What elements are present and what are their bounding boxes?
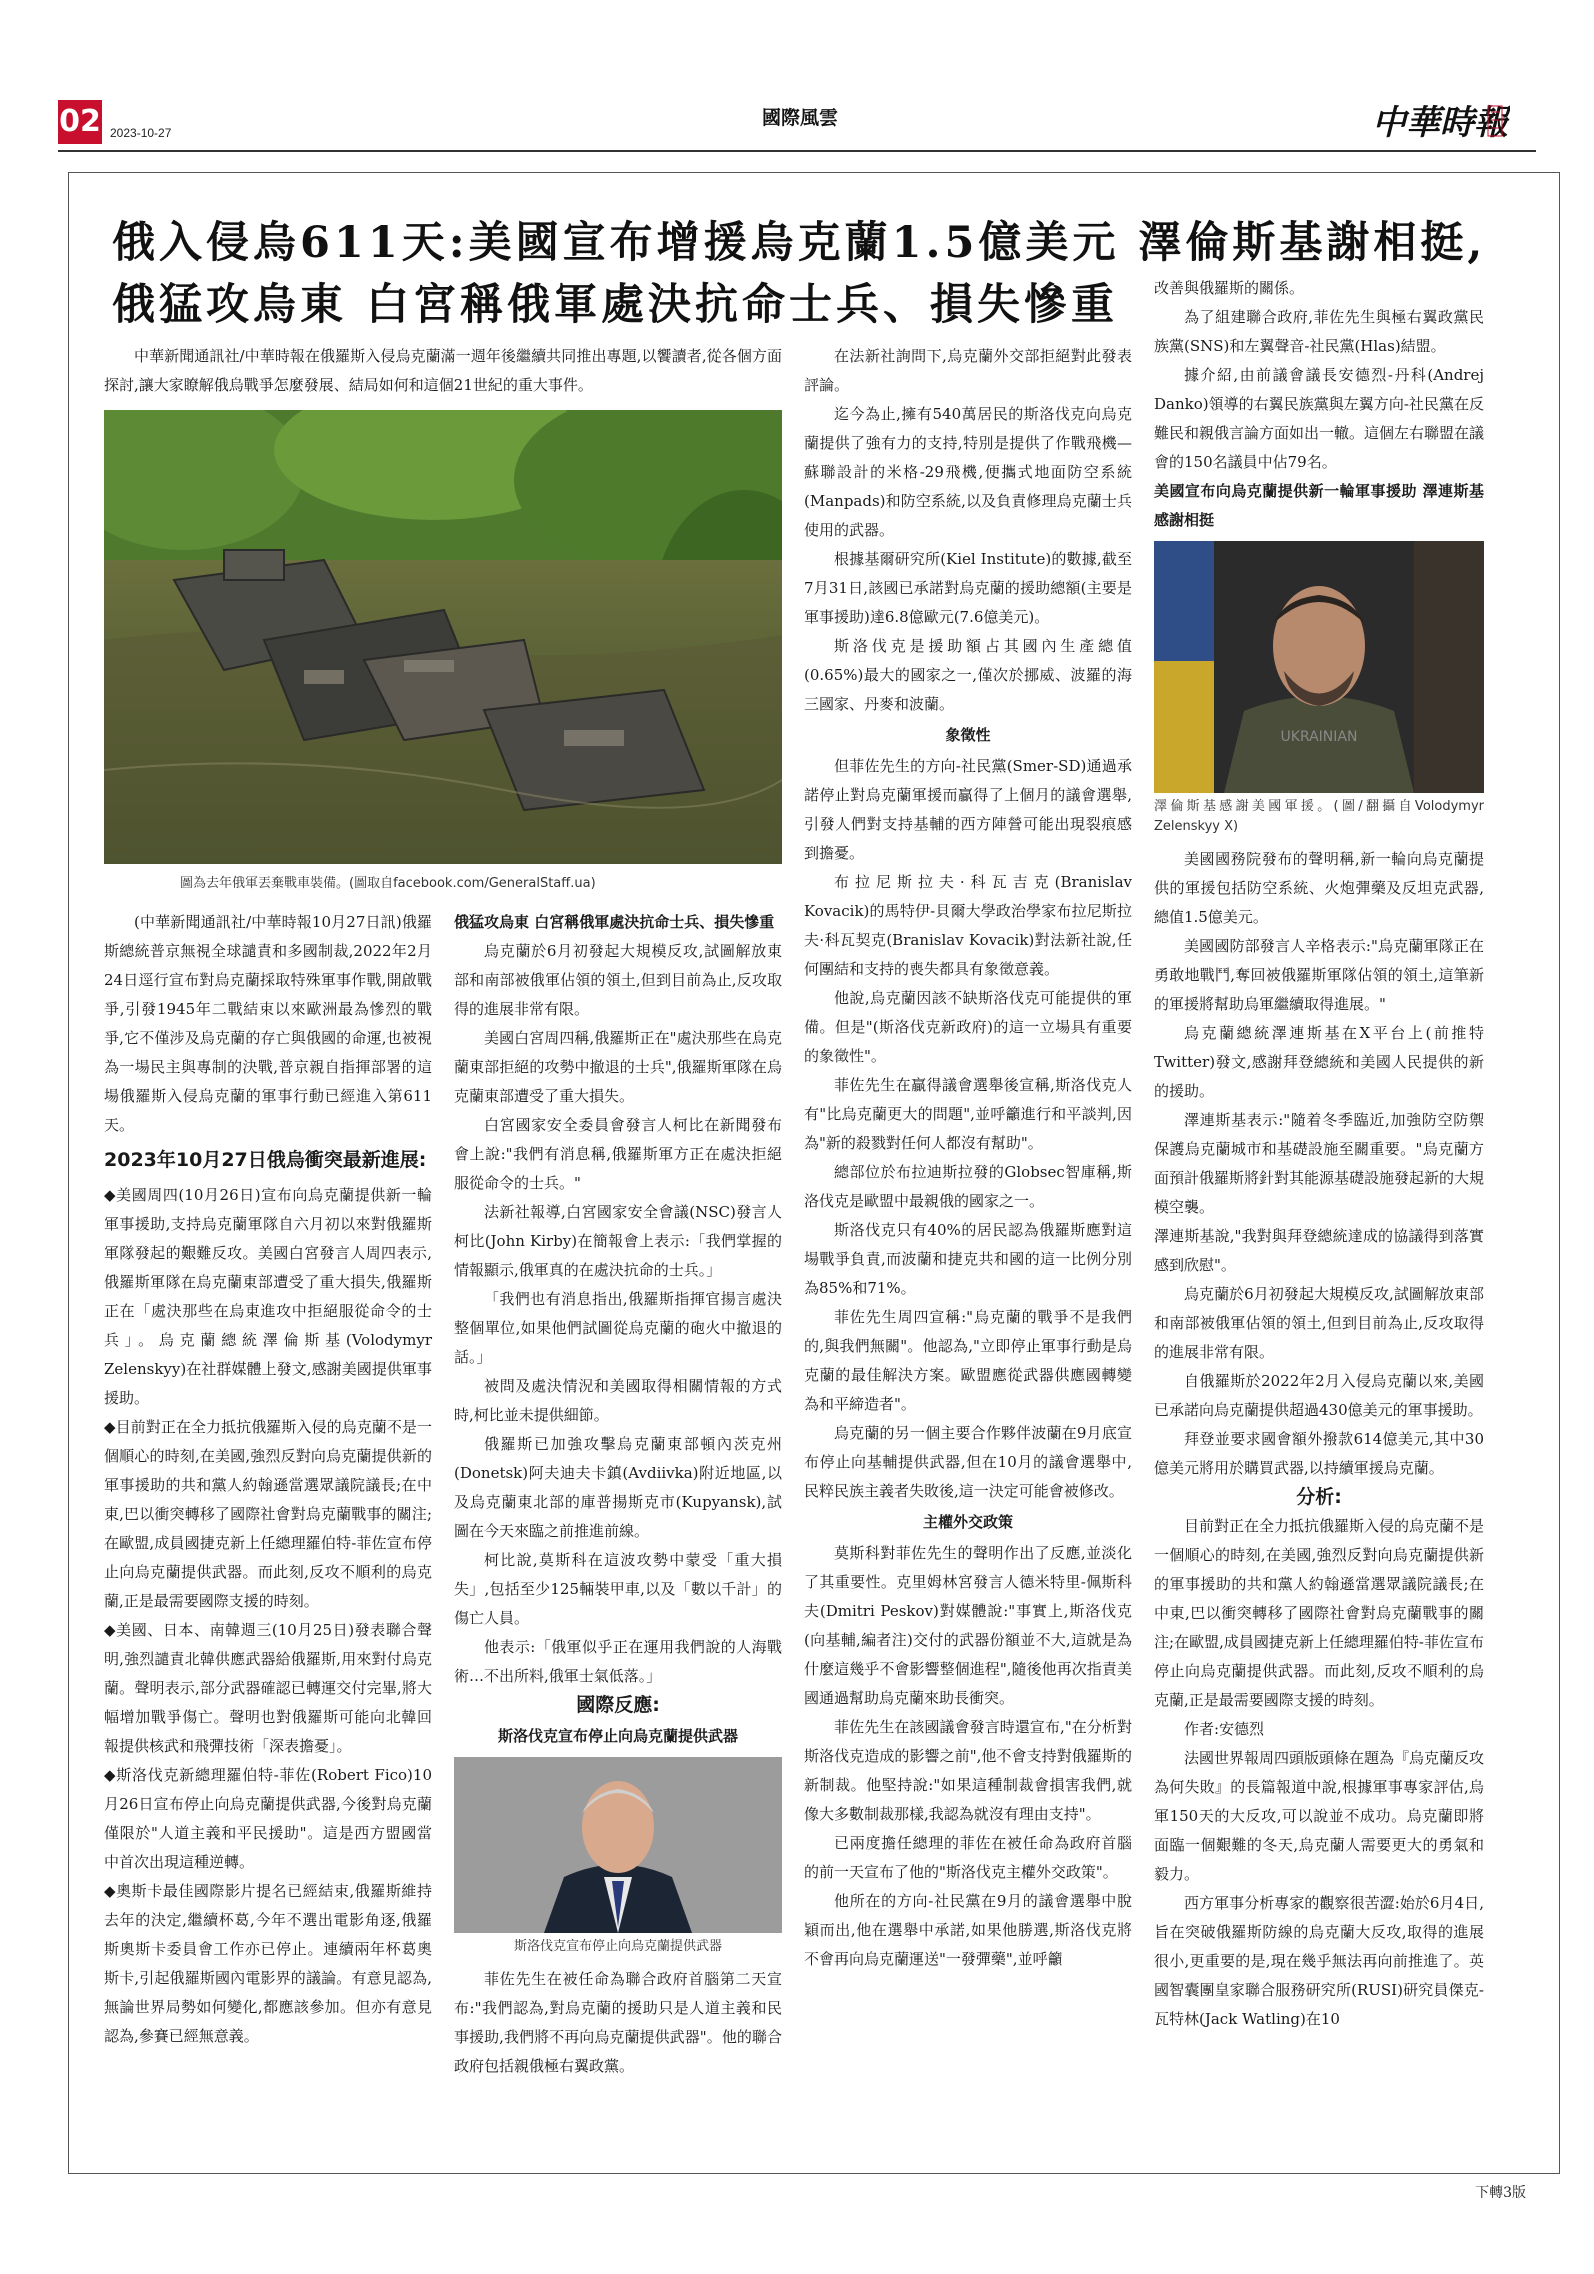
lead-paragraph (104, 342, 782, 400)
col2-paragraph: 俄羅斯已加強攻擊烏克蘭東部頓內茨克州(Donetsk)阿夫迪夫卡鎮(Avdiivka)附近地區,以及烏克蘭東北部的庫普揚斯克市(Kupyansk),試圖在今天來臨之前推進前線。 (454, 1435, 782, 1540)
col2-paragraph: 「我們也有消息指出,俄羅斯指揮官揚言處決整個單位,如果他們試圖從烏克蘭的砲火中撤退的話。」 (454, 1290, 782, 1366)
col3-paragraph: 根據基爾研究所(Kiel Institute)的數據,截至7月31日,該國已承諾對烏克蘭的援助總額(主要是軍事援助)達6.8億歐元(7.6億美元)。 (804, 550, 1132, 626)
issue-date: 2023-10-27 (110, 126, 172, 140)
col4-paragraph: 烏克蘭總統澤連斯基在X平台上(前推特Twitter)發文,感謝拜登總統和美國人民提供的新的援助。 (1154, 1024, 1484, 1100)
col3-paragraph: 已兩度擔任總理的菲佐在被任命為政府首腦的前一天宣布了他的"斯洛伐克主權外交政策"。 (804, 1834, 1132, 1881)
col4-author: 作者:安德烈 (1184, 1720, 1265, 1738)
continued-note: 下轉3版 (1475, 2185, 1526, 2201)
col3-paragraph: 但菲佐先生的方向-社民黨(Smer-SD)通過承諾停止對烏克蘭軍援而贏得了上個月的議會選舉,引發人們對支持基輔的西方陣營可能出現裂痕感到擔憂。 (804, 757, 1132, 862)
col2-paragraph: 烏克蘭於6月初發起大規模反攻,試圖解放東部和南部被俄軍佔領的領土,但到目前為止,反攻取得的進展非常有限。 (454, 942, 782, 1018)
col2-paragraph: 柯比說,莫斯科在這波攻勢中蒙受「重大損失」,包括至少125輛裝甲車,以及「數以千計」的傷亡人員。 (454, 1551, 782, 1627)
col4-paragraph: 據介紹,由前議會議長安德烈-丹科(Andrej Danko)領導的右翼民族黨與左翼方向-社民黨在反難民和親俄言論方面如出一轍。這個左右聯盟在議會的150名議員中佔79名。 (1154, 366, 1485, 471)
col3-paragraph: 總部位於布拉迪斯拉發的Globsec智庫稱,斯洛伐克是歐盟中最親俄的國家之一。 (804, 1163, 1132, 1210)
col2-paragraph: 美國白宮周四稱,俄羅斯正在"處決那些在烏克蘭東部拒絕的攻勢中撤退的士兵",俄羅斯軍隊在烏克蘭東部遭受了重大損失。 (454, 1029, 782, 1105)
col3-paragraph: 他說,烏克蘭因該不缺斯洛伐克可能提供的軍備。但是"(斯洛伐克新政府)的這一立場具有重要的象徵性"。 (804, 989, 1132, 1065)
column-3 (804, 342, 1132, 1974)
col4-paragraph: 美國國務院發布的聲明稱,新一輪向烏克蘭提供的軍援包括防空系統、火炮彈藥及反坦克武器,總值1.5億美元。 (1154, 850, 1484, 926)
headline-line-1: 俄入侵烏611天:美國宣布增援烏克蘭1.5億美元 澤倫斯基謝相挺, (112, 218, 1487, 268)
page-number: 02 (58, 100, 102, 144)
column-1 (104, 908, 432, 2051)
photo-abandoned-tanks (104, 410, 782, 864)
col3-paragraph: 斯洛伐克是援助額占其國內生產總值(0.65%)最大的國家之一,僅次於挪威、波羅的海三國家、丹麥和波蘭。 (804, 637, 1132, 713)
col3-paragraph: 迄今為止,擁有540萬居民的斯洛伐克向烏克蘭提供了強有力的支持,特別是提供了作戰飛機—蘇聯設計的米格-29飛機,便攜式地面防空系統(Manpads)和防空系統,以及負責修理烏克蘭士兵使用的武器。 (804, 405, 1132, 539)
col3-paragraph: 莫斯科對菲佐先生的聲明作出了反應,並淡化了其重要性。克里姆林宮發言人德米特里-佩斯科夫(Dmitri Peskov)對媒體說:"事實上,斯洛伐克(向基輔,編者注)交付的武器份額並不大,這就是為什麼這幾乎不會影響整個進程",隨後他再次指責美國通過幫助烏克蘭來助長衝突。 (804, 1544, 1132, 1707)
col2-heading: 俄猛攻烏東 白宮稱俄軍處決抗命士兵、損失慘重 (454, 913, 775, 931)
col4-paragraph: 美國國防部發言人辛格表示:"烏克蘭軍隊正在勇敢地戰鬥,奪回被俄羅斯軍隊佔領的領土,這筆新的軍援將幫助烏軍繼續取得進展。" (1154, 937, 1484, 1013)
photo1-caption: 圖為去年俄軍丟棄戰車裝備。(圖取自facebook.com/GeneralStaff.ua) (180, 876, 596, 891)
logo-text: 中華時報 (1372, 103, 1508, 143)
col1-heading: 2023年10月27日俄烏衝突最新進展: (104, 1149, 427, 1171)
col4-paragraph: 烏克蘭於6月初發起大規模反攻,試圖解放東部和南部被俄軍佔領的領土,但到目前為止,反攻取得的進展非常有限。 (1154, 1285, 1484, 1361)
col2-subheading: 斯洛伐克宣布停止向烏克蘭提供武器 (497, 1727, 738, 1745)
photo2-shirt-text: UKRAINIAN (1280, 729, 1358, 745)
col1-bullet-3: ◆美國、日本、南韓週三(10月25日)發表聯合聲明,強烈譴責北韓供應武器給俄羅斯,用來對付烏克蘭。聲明表示,部分武器確認已轉運交付完畢,將大幅增加戰爭傷亡。聲明也對俄羅斯可能向北韓回報提供核武和飛彈技術「深表擔憂」。 (104, 1621, 432, 1755)
lead-text: 中華新聞通訊社/中華時報在俄羅斯入侵烏克蘭滿一週年後繼續共同推出專題,以饗讀者,從各個方面探討,讓大家瞭解俄烏戰爭怎麼發展、結局如何和這個21世紀的重大事件。 (104, 347, 782, 394)
col2-section-heading: 國際反應: (576, 1694, 660, 1716)
col3-subheading: 象徵性 (945, 726, 991, 744)
col4-paragraph: 拜登並要求國會額外撥款614億美元,其中30億美元將用於購買武器,以持續軍援烏克蘭。 (1154, 1430, 1484, 1477)
photo2-caption: 澤倫斯基感謝美國軍援。(圖/翻攝自Volodymyr Zelenskyy X) (1154, 799, 1484, 834)
newspaper-logo (1370, 98, 1510, 144)
col3-paragraph: 他所在的方向-社民黨在9月的議會選舉中脫穎而出,他在選舉中承諾,如果他勝選,斯洛伐克將不會再向烏克蘭運送"一發彈藥",並呼籲 (804, 1892, 1132, 1968)
col2-paragraph: 菲佐先生在被任命為聯合政府首腦第二天宣布:"我們認為,對烏克蘭的援助只是人道主義和民事援助,我們將不再向烏克蘭提供武器"。他的聯合政府包括親俄極右翼政黨。 (454, 1970, 782, 2075)
col1-bullet-1: ◆美國周四(10月26日)宣布向烏克蘭提供新一輪軍事援助,支持烏克蘭軍隊自六月初以來對俄羅斯軍隊發起的艱難反攻。美國白宮發言人周四表示,俄羅斯軍隊在烏克蘭東部遭受了重大損失,俄羅斯正在「處決那些在烏東進攻中拒絕服從命令的士兵」。烏克蘭總統澤倫斯基(Volodymyr Zelenskyy)在社群媒體上發文,感謝美國提供軍事援助。 (104, 1186, 432, 1407)
column-2 (454, 908, 782, 2081)
col3-paragraph: 布拉尼斯拉夫·科瓦吉克(Branislav Kovacik)的馬特伊-貝爾大學政治學家布拉尼斯拉夫·科瓦契克(Branislav Kovacik)對法新社說,任何團結和支持的喪失都具有象徵意義。 (804, 873, 1132, 978)
col2-paragraph: 法新社報導,白宮國家安全會議(NSC)發言人柯比(John Kirby)在簡報會上表示:「我們掌握的情報顯示,俄軍真的在處決抗命的士兵。」 (454, 1203, 782, 1279)
col1-bullet-5: ◆奧斯卡最佳國際影片提名已經結束,俄羅斯維持去年的決定,繼續杯葛,今年不選出電影角逐,俄羅斯奧斯卡委員會工作亦已停止。連續兩年杯葛奧斯卡,引起俄羅斯國內電影界的議論。有意見認為,無論世界局勢如何變化,都應該參加。但亦有意見認為,參賽已經無意義。 (104, 1882, 432, 2045)
col3-paragraph: 菲佐先生在贏得議會選舉後宣稱,斯洛伐克人有"比烏克蘭更大的問題",並呼籲進行和平談判,因為"新的殺戮對任何人都沒有幫助"。 (804, 1076, 1132, 1152)
col4-paragraph: 為了組建聯合政府,菲佐先生與極右翼政黨民族黨(SNS)和左翼聲音-社民黨(Hlas)結盟。 (1154, 308, 1484, 355)
header-rule (58, 150, 1536, 152)
col4-paragraph: 改善與俄羅斯的關係。 (1154, 279, 1305, 297)
col3-paragraph: 菲佐先生在該國議會發言時還宣布,"在分析對斯洛伐克造成的影響之前",他不會支持對俄羅斯的新制裁。他堅持說:"如果這種制裁會損害我們,就像大多數制裁那樣,我認為就沒有理由支持"。 (804, 1718, 1132, 1823)
col2-paragraph: 被問及處決情況和美國取得相關情報的方式時,柯比並未提供細節。 (454, 1377, 782, 1424)
col3-subheading: 主權外交政策 (922, 1513, 1013, 1531)
col1-bullet-4: ◆斯洛伐克新總理羅伯特-菲佐(Robert Fico)10月26日宣布停止向烏克蘭提供武器,今後對烏克蘭僅限於"人道主義和平民援助"。這是西方盟國當中首次出現這種逆轉。 (104, 1766, 432, 1871)
col4-paragraph: 法國世界報周四頭版頭條在題為『烏克蘭反攻為何失敗』的長篇報道中說,根據軍事專家評估,烏軍150天的大反攻,可以說並不成功。烏克蘭即將面臨一個艱難的冬天,烏克蘭人需要更大的勇氣和毅力。 (1154, 1749, 1485, 1883)
photo-fico (454, 1757, 782, 1933)
col4-paragraph: 澤連斯基表示:"隨着冬季臨近,加強防空防禦保護烏克蘭城市和基礎設施至關重要。"烏克蘭方面預計俄羅斯將針對其能源基礎設施發起新的大規模空襲。 (1154, 1111, 1485, 1216)
col2-paragraph: 他表示:「俄軍似乎正在運用我們說的人海戰術…不出所料,俄軍士氣低落。」 (454, 1638, 782, 1685)
col3-paragraph: 斯洛伐克只有40%的居民認為俄羅斯應對這場戰爭負責,而波蘭和捷克共和國的這一比例分別為85%和71%。 (804, 1221, 1132, 1297)
col3-paragraph: 菲佐先生周四宣稱:"烏克蘭的戰爭不是我們的,與我們無關"。他認為,"立即停止軍事行動是烏克蘭的最佳解決方案。歐盟應從武器供應國轉變為和平締造者"。 (804, 1308, 1132, 1413)
col4-analysis-heading: 分析: (1296, 1486, 1342, 1508)
column-4 (1154, 274, 1484, 2034)
col2-paragraph: 白宮國家安全委員會發言人柯比在新聞發布會上說:"我們有消息稱,俄羅斯軍方正在處決拒絕服從命令的士兵。" (454, 1116, 782, 1192)
photo-zelenskyy (1154, 541, 1484, 793)
col4-paragraph: 西方軍事分析專家的觀察很苦澀:始於6月4日,旨在突破俄羅斯防線的烏克蘭大反攻,取得的進展很小,更重要的是,現在幾乎無法再向前推進了。英國智囊團皇家聯合服務研究所(RUSI)研究員傑克-瓦特林(Jack Watling)在10 (1154, 1894, 1484, 2028)
col4-paragraph: 目前對正在全力抵抗俄羅斯入侵的烏克蘭不是一個順心的時刻,在美國,強烈反對向烏克蘭提供新的軍事援助的共和黨人約翰遜當選眾議院議長;在中東,巴以衝突轉移了國際社會對烏克蘭戰事的關注;在歐盟,成員國捷克新上任總理羅伯特-菲佐宣布停止向烏克蘭提供武器。而此刻,反攻不順利的烏克蘭,正是最需要國際支援的時刻。 (1154, 1517, 1485, 1709)
col4-paragraph: 澤連斯基說,"我對與拜登總統達成的協議得到落實感到欣慰"。 (1154, 1227, 1484, 1274)
col4-paragraph: 自俄羅斯於2022年2月入侵烏克蘭以來,美國已承諾向烏克蘭提供超過430億美元的軍事援助。 (1154, 1372, 1484, 1419)
col1-bullet-2: ◆目前對正在全力抵抗俄羅斯入侵的烏克蘭不是一個順心的時刻,在美國,強烈反對向烏克蘭提供新的軍事援助的共和黨人約翰遜當選眾議院議長;在中東,巴以衝突轉移了國際社會對烏克蘭戰事的關注;在歐盟,成員國捷克新上任總理羅伯特-菲佐宣布停止向烏克蘭提供武器。而此刻,反攻不順利的烏克蘭,正是最需要國際支援的時刻。 (104, 1418, 432, 1610)
col1-intro: (中華新聞通訊社/中華時報10月27日訊)俄羅斯總統普京無視全球譴責和多國制裁,2022年2月24日逕行宣布對烏克蘭採取特殊軍事作戰,開啟戰爭,引發1945年二戰結束以來歐洲最為慘烈的戰爭,它不僅涉及烏克蘭的存亡與俄國的命運,也被視為一場民主與專制的決戰,普京親自指揮部署的這場俄羅斯入侵烏克蘭的軍事行動已經進入第611天。 (104, 913, 432, 1134)
photo3-caption: 斯洛伐克宣布停止向烏克蘭提供武器 (513, 1939, 722, 1954)
headline-line-2: 俄猛攻烏東 白宮稱俄軍處決抗命士兵、損失慘重 (112, 280, 1118, 330)
col3-paragraph: 在法新社詢問下,烏克蘭外交部拒絕對此發表評論。 (804, 347, 1132, 394)
col3-paragraph: 烏克蘭的另一個主要合作夥伴波蘭在9月底宣布停止向基輔提供武器,但在10月的議會選舉中,民粹民族主義者失敗後,這一決定可能會被修改。 (804, 1424, 1132, 1500)
section-title: 國際風雲 (761, 107, 838, 129)
col4-heading: 美國宣布向烏克蘭提供新一輪軍事援助 澤連斯基感謝相挺 (1154, 482, 1484, 529)
